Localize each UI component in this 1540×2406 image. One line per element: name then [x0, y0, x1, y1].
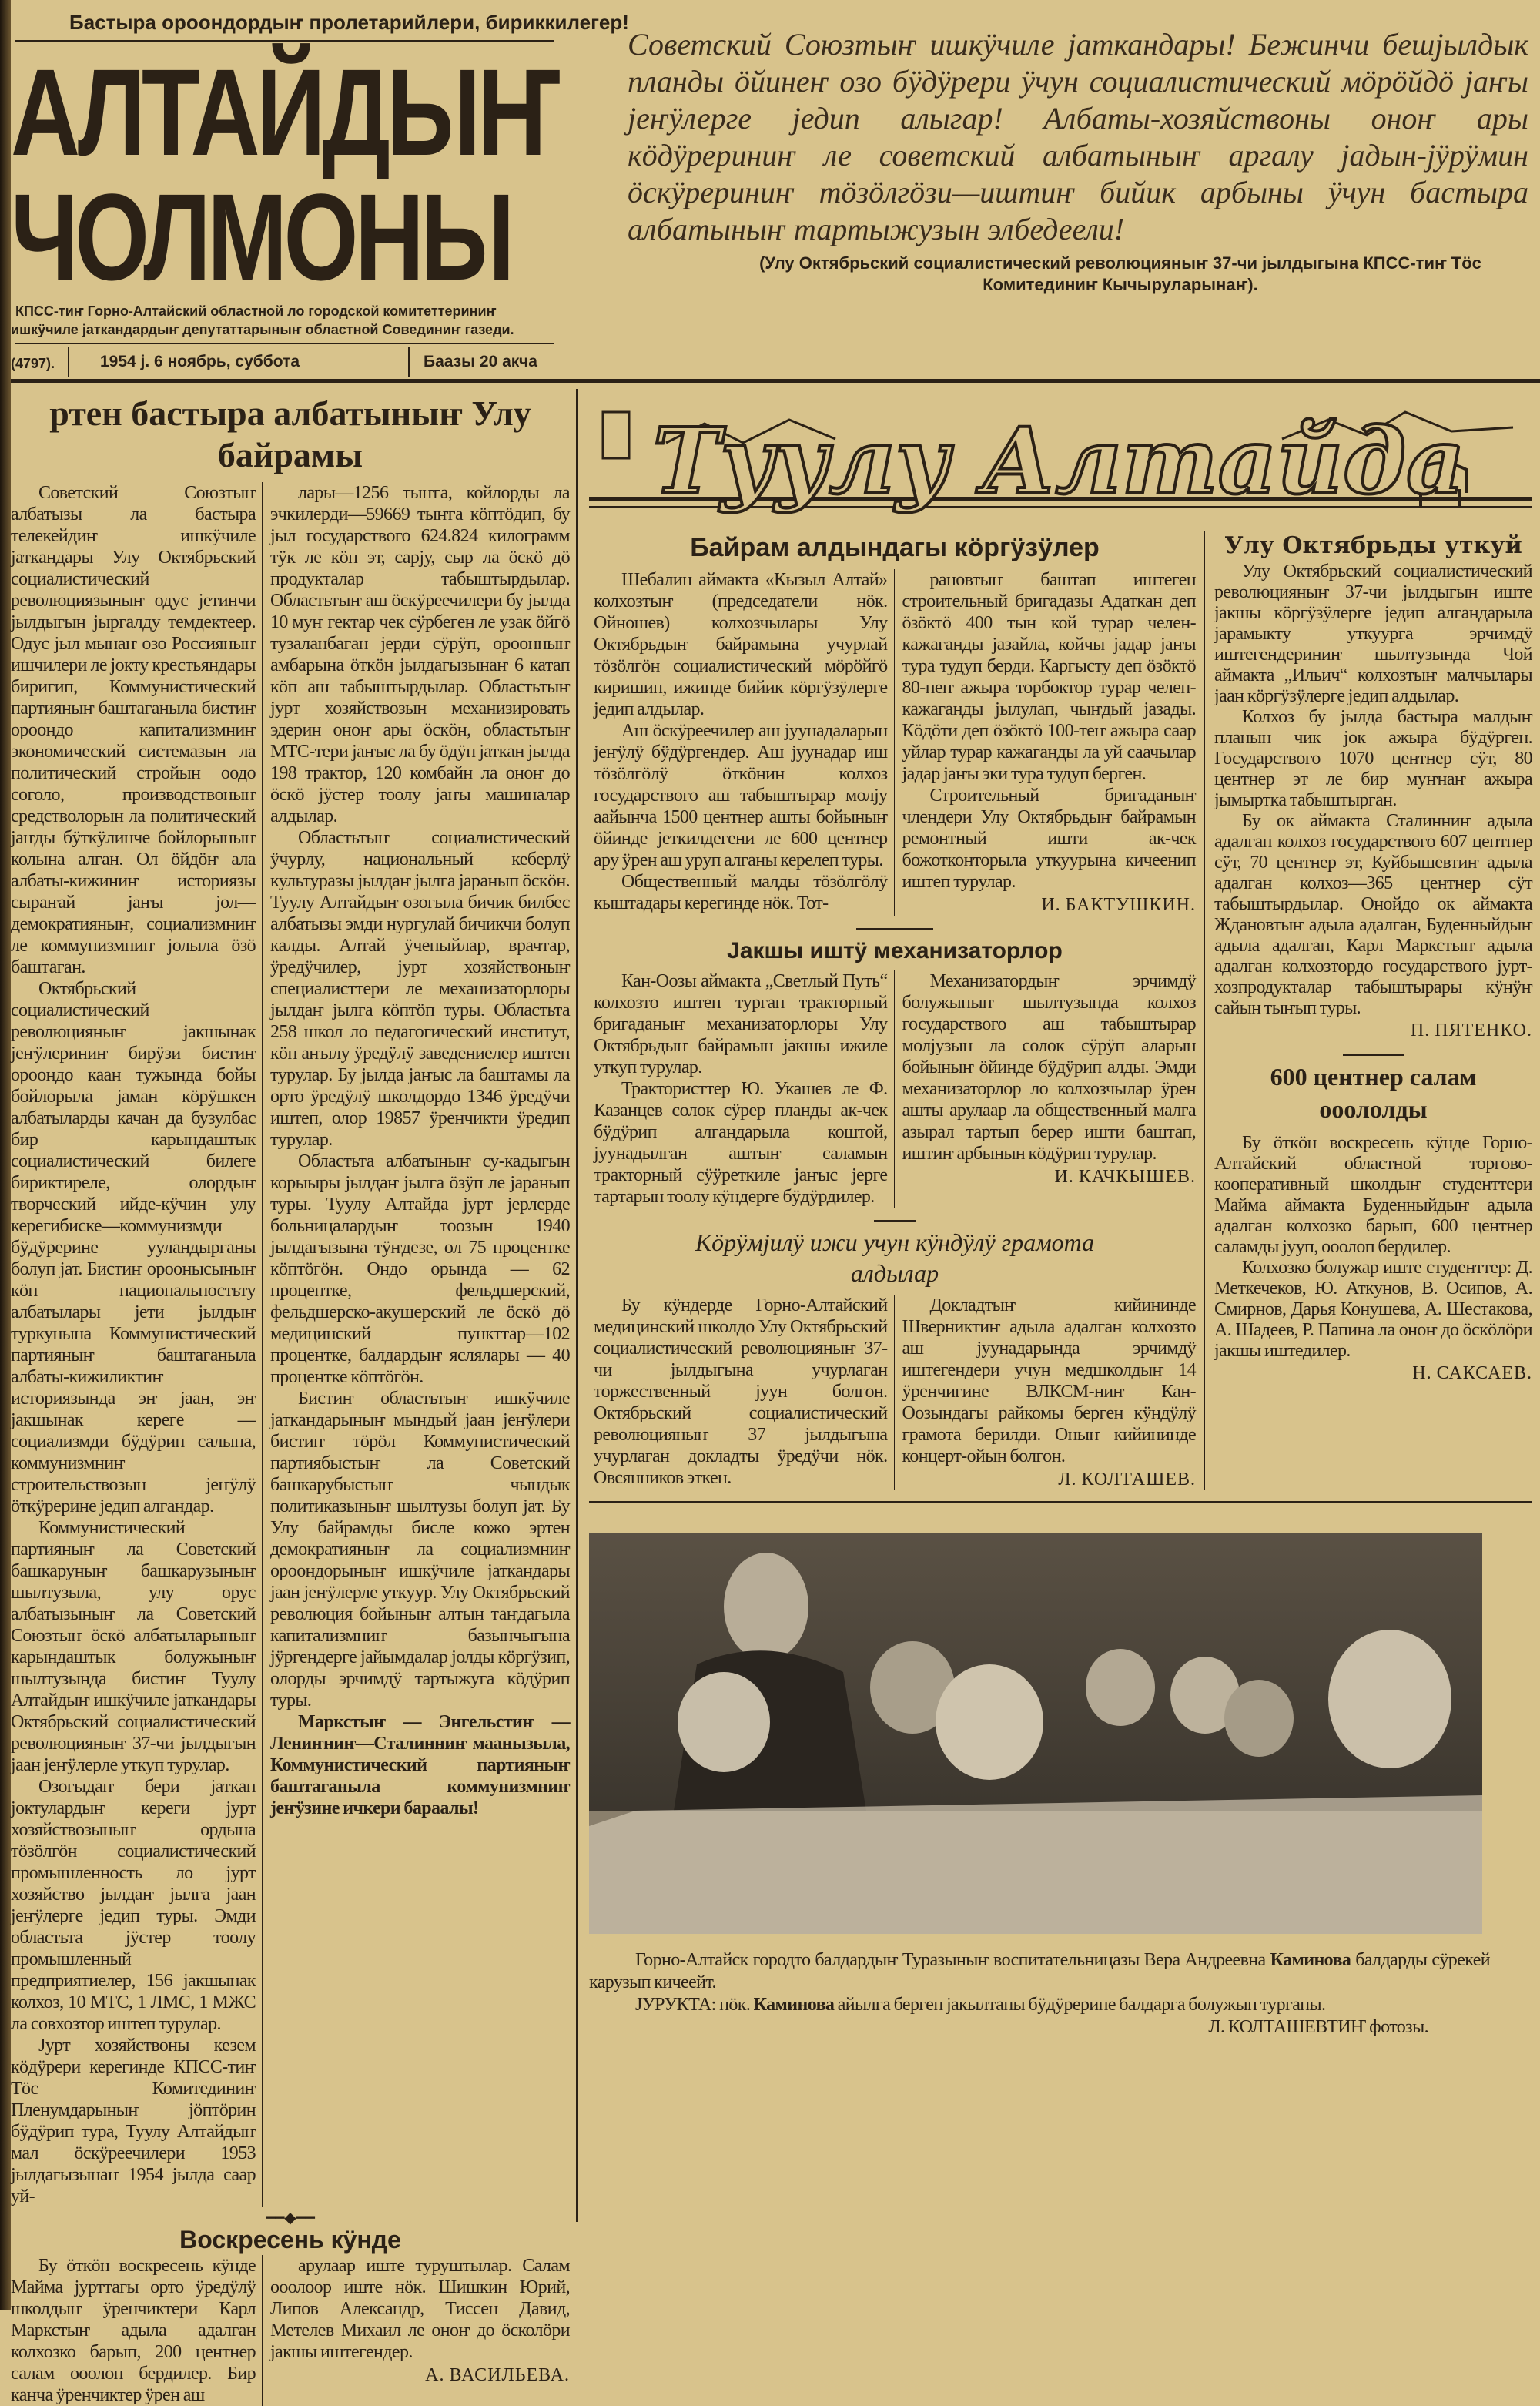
- issue-date: 1954 ј. 6 ноябрь, суббота: [100, 353, 300, 370]
- paragraph: Октябрьский социалистический революцияныҥ јакшынак јеҥӱлериниҥ бирӱзи бистиҥ ороондо каан тужында бойы бойлорыла јаман кӧрӱшкен албатыларды качан да бузулбас бир карындаштык социалистический билеге бириктиреле, олордыҥ творческий ийде-кӱчин улу керегибиске—коммунизмди бӱдӱрерине ууландырганы болуп јат. Бистиҥ ороонысыныҥ кӧп национальностьту албатылары јети јылдыҥ туркунына Коммунистический партияныҥ баштаганыла албаты-кижиликтиҥ историязында эҥ јаан, эҥ јакшынак кереге — социализмди бӱдӱрип салына, коммунизмниҥ строительствозын јеҥӱлӱ ӧткӱрерине једип алгандар.: [11, 979, 256, 1516]
- sunday-article-col2: [262, 2255, 570, 2406]
- paragraph: Озогыдаҥ бери јаткан јоктулардыҥ кереги јурт хозяйствозыныҥ ордына тӧзӧлгӧн социалистический промышленность ло јурт хозяйство јылдаҥ јылга јаан јеҥӱлерге једип туры. Эмди областьта јӱстер тоолу промышленный предприятиелер, 156 јакшынак колхоз, 10 МТС, 1 ЛМС, 1 МЖС ла совхозтор иштеп турулар.: [11, 1777, 256, 2034]
- caption-name: Каминова: [753, 1995, 835, 2015]
- caption-text: нӧк.: [719, 1995, 751, 2015]
- left-section: [11, 393, 570, 2406]
- straw-article-title: 600 центнер салам ооололды: [1270, 1063, 1477, 1123]
- slogan-source: (Улу Октябрьский социалистический революцияныҥ 37-чи јылдыгына КПСС-тиҥ Тӧс Комитединиҥ Кычыруларынаҥ).: [759, 253, 1481, 294]
- diploma-article-body: [594, 1295, 1196, 1490]
- paragraph: Механизатордыҥ эрчимдӱ болужыныҥ шылтузында колхоз государствого аш табыштырар молјузын ла солок сӱрӱп аларын бойыныҥ ӧйинде бӱдӱрип алды. Эмди механизаторлор ло колхозчылар ӱрен ашты арулаар ла общественный малга азырал тартып берер ишти баштап, иштиҥ арбынын кӧдӱрип турулар.: [902, 971, 1196, 1164]
- bairam-article-col1: [594, 569, 888, 916]
- mechanizers-article-col1: [594, 970, 888, 1208]
- paragraph: Аш ӧскӱреечилер аш јуунадаларын јеҥӱлӱ бӱдӱргендер. Аш јуунадар иш тӧзӧлгӧлӱ ӧткӧнин колхоз государствого аш табыштырар молју аайынча 1500 центнер ашты бойыныҥ ӧйинде јеткилдегени ле 600 центнер ару ӱрен аш уруп алганы керелеп туры.: [594, 721, 888, 870]
- caption-label: ЈУРУКТА:: [635, 1995, 716, 2015]
- paragraph: Бу ок аймакта Сталинниҥ адыла адалган колхоз государствого 607 центнер сӱт, 70 центнер эт, Куйбышевтиҥ адыла адалган колхоз—365 центнер сӱт табыштырдылар. Онойдо ок аймакта Ждановтыҥ адыла адалган, Буденныйдыҥ адыла адалган, Карл Маркстыҥ адыла адалган колхозтордо государствого јурт-хозпродукталар табыштырары кӱнӱҥ сайын тыҥып туры.: [1214, 811, 1532, 1018]
- divider: [68, 347, 69, 377]
- caption-line: [589, 1994, 1490, 2016]
- paragraph: Коммунистический партияныҥ ла Советский башкаруныҥ башкарузыныҥ шылтузыла, улу орус албатызыныҥ ла Советский Союзтыҥ ӧскӧ албатыларыныҥ карындаштык болужыныҥ шылтузында бистиҥ Туулу Алтайдыҥ ишкӱчиле јаткандары Октябрьский социалистический революцияныҥ 37-чи јылдыгын јаан јеҥӱлерле уткуп турулар.: [11, 1518, 256, 1775]
- diploma-article-col1: [594, 1295, 888, 1490]
- closing-call: Маркстыҥ — Энгельстиҥ — Лениҥниҥ—Сталинниҥ маанызыла, Коммунистический партияныҥ баштаганыла коммунизмниҥ јеҥӱзине ичкери бараалы!: [270, 1712, 570, 1818]
- publisher-line1: КПСС-тиҥ Горно-Алтайский областной ло городской комитеттериниҥ: [15, 303, 497, 319]
- divider: [1343, 1054, 1404, 1056]
- photo-kindergarten: [589, 1533, 1482, 1934]
- masthead-rule: [11, 379, 1540, 383]
- paragraph: Јурт хозяйствоны кезем кӧдӱрери керегинде КПСС-тиҥ Тӧс Комитединиҥ Пленумдарыныҥ јӧптӧрин бӱдӱрип тура, Туулу Алтайдыҥ мал ӧскӱреечилери 1953 јылдагызынаҥ 1954 јылда саар уй-: [11, 2036, 256, 2207]
- issue-price: Баазы 20 акча: [424, 353, 537, 370]
- lead-article-col1: [11, 482, 256, 2207]
- bairam-article-body: [594, 569, 1196, 916]
- caption-text: Горно-Алтайск городто балдардыҥ Туразыныҥ воспитательницазы Вера Андреевна: [635, 1950, 1266, 1970]
- middle-column: [589, 531, 1205, 1490]
- caption-text: балдарды сӱрекей карузып кичеейт.: [589, 1950, 1491, 1992]
- bairam-article-col2: [894, 569, 1197, 916]
- caption-line: [589, 1949, 1490, 1994]
- author: Л. КОЛТАШЕВ.: [1058, 1469, 1196, 1490]
- issue-number: (4797).: [11, 356, 55, 371]
- author: П. ПЯТЕНКО.: [1410, 1020, 1532, 1040]
- october-article-title: Улу Октябрьды уткуй: [1224, 532, 1522, 559]
- october-article-body: [1214, 561, 1532, 1041]
- paragraph: Советский Союзтыҥ албатызы ла бастыра телекейдиҥ ишкӱчиле јаткандары Улу Октябрьский социалистический революциязыныҥ одус јетинчи јылдыгын јыргалду темдектеер. Одус јыл мынаҥ озо Россияныҥ ишчилери ле јокту крестьяндары биригип, Коммунистический партияныҥ баштаганыла бистиҥ ороондо капитализмниҥ экономический системазын ла политический стройын оодо соголо, производствоныҥ средстволорын ла политический јаҥды бӱткӱлинче бойлорыныҥ колына алган. Ол ӧйдӧҥ ала албаты-кижиниҥ историязы сыраҥай јаҥы јол—демократияныҥ, социализмниҥ ле коммунизмниҥ јолыла ӧзӧ баштаган.: [11, 483, 256, 977]
- divider: [874, 1220, 916, 1222]
- paragraph: Бу ӧткӧн воскресень кӱнде Майма јурттагы орто ӱредӱлӱ школдыҥ ӱренчиктери Карл Маркстыҥ адыла адалган колхозко барып, 200 центнер салам ооолоп бердилер. Бир канча ӱренчиктер ӱрен аш: [11, 2256, 256, 2405]
- mechanizers-article-body: [594, 970, 1196, 1208]
- right-section: [589, 397, 1532, 2039]
- sunday-article-title: Воскресень кӱнде: [179, 2226, 401, 2254]
- paragraph: Бу кӱндерде Горно-Алтайский медицинский школдо Улу Октябрьский социалистический революцияныҥ 37-чи јылдыгына учурлаган торжественный јуун болгон. Октябрьский социалистический революцияныҥ 37 јылдыгына учурлаган докладты ӱредӱчи нӧк. Овсянников эткен.: [594, 1295, 888, 1488]
- diploma-article-col2: [894, 1295, 1197, 1490]
- divider: [15, 343, 554, 344]
- paragraph: Общественный малды тӧзӧлгӧлӱ кыштадары керегинде нӧк. Тот-: [594, 872, 888, 913]
- scan-edge: [0, 0, 11, 2310]
- author: И. КАЧКЫШЕВ.: [1054, 1167, 1196, 1187]
- author: И. БАКТУШКИН.: [1041, 895, 1196, 915]
- divider: [408, 347, 410, 377]
- divider: [15, 40, 554, 42]
- mechanizers-article-col2: [894, 970, 1197, 1208]
- paragraph: Шебалин аймакта «Кызыл Алтай» колхозтыҥ (председатели нӧк. Ойношев) колхозчылары Улу Октябрьдыҥ байрамына учурлай тӧзӧлгӧн социалистический мӧрӧйгӧ киришип, ижинде бийик кӧргӱзӱлерге једип алдылар.: [594, 570, 888, 719]
- author: Н. САКСАЕВ.: [1412, 1363, 1532, 1383]
- bairam-article-title: Байрам алдындагы кӧргӱзӱлер: [690, 533, 1100, 562]
- paragraph: Бу ӧткӧн воскресень кӱнде Горно-Алтайский областной торгово-кооперативный школдыҥ студенттери Майма аймакта Буденныйдыҥ адыла адалган колхозко барып, 600 центнер саламды јууп, ооолоп бердилер.: [1214, 1133, 1532, 1257]
- caption-name: Каминова: [1270, 1950, 1351, 1970]
- paragraph: лары—1256 тыҥга, койлорды ла эчкилерди—59669 тыҥга кӧптӧдип, бу јыл государствого 624.824 килограмм тӱк ле кӧп эт, сарју, сыр ла ӧскӧ дӧ продукталар табыштырдылар. Областьтыҥ аш ӧскӱреечилери бу јылда 10 муҥ гектар чек сӱрбеген ле узак ӧйгӧ тузаланбаган јерди сӱрӱп, ороонныҥ амбарына ӧткӧн јылдагызынаҥ 6 катап кӧп аш табыштырдылар. Областьтыҥ јурт хозяйствозын механизировать эдерин оноҥ ары ӧскӧн, областьтыҥ МТС-тери јаҥыс ла бу ӧдӱп јаткан јылда 198 трактор, 120 комбайн ла оноҥ до ӧскӧ јӱстер тоолу јаҥы машиналар алдылар.: [270, 483, 570, 826]
- newspaper-title-line2: ЧОЛМОНЫ: [11, 168, 511, 306]
- sunday-article-col1: [11, 2255, 256, 2406]
- mechanizers-article-title: Јакшы иштӱ механизаторлор: [727, 938, 1063, 963]
- column-rule: [576, 389, 578, 2222]
- lead-article-body: [11, 482, 570, 2207]
- party-slogan: Советский Союзтыҥ ишкӱчиле јаткандары! Бежинчи бешјылдык планды ӧйинеҥ озо бӱдӱрери ӱчун социалистический мӧрӧйдӧ јаҥы јеҥӱлерге једип алыгар! Албаты-хозяйствоны оноҥ ары кӧдӱрериниҥ ле советский албатыныҥ аргалу јадын-јӱрӱмин ӧскӱрериниҥ тӧзӧлгӧзи—иштиҥ бийик арбыны ӱчун бастыра албатыныҥ тартыжузын элбедеели!: [628, 27, 1528, 246]
- paragraph: Областьта албатыныҥ су-кадыгын корыыры јылдаҥ јылга ӧзӱп ле јаранып туры. Туулу Алтайда јурт јерлерде больницалардыҥ тоозын 1940 јылдагызына тӱҥдезе, ол 75 процентке кӧптӧгӧн. Ондо орында — 62 процентке, фельдшерский, фельдшерско-акушерский ле ӧскӧ дӧ медицинский пункттар—102 процентке, балдардыҥ яслялары — 40 процентке кӧптӧгӧн.: [270, 1151, 570, 1387]
- publisher-line2: ишкӱчиле јаткандардыҥ депутаттарыныҥ областной Совединиҥ газеди.: [11, 322, 514, 337]
- masthead-motto: Бастыра ороондордыҥ пролетарийлери, бириккилегер!: [69, 11, 629, 34]
- caption-text: айылга берген јакылтаны бӱдӱрерине балдарга болужып турганы.: [837, 1995, 1326, 2015]
- paragraph: Колхоз бу јылда бастыра малдыҥ планын чик јок ажыра бӱдӱрген. Государствого 1070 центнер сӱт, 80 центнер эт ле бир муҥнаҥ ажыра јымыртка табыштырган.: [1214, 707, 1532, 810]
- paragraph: арулаар иште туруштылар. Салам ооолоор иште нӧк. Шишкин Юрий, Липов Александр, Тиссен Давид, Метелев Михаил ле оноҥ до ӧсколӧри јакшы иштегендер.: [270, 2256, 570, 2362]
- paragraph: Областьтыҥ социалистический ӱчурлу, национальный кеберлӱ культуразы јылдаҥ јылга јаранып ӧскӧн. Туулу Алтайдыҥ озогыла бичик билбес албатызы эмди нургулай бичикчи болуп калды. Алтай ӱченыйлар, врачтар, ӱредӱчилер, јурт хозяйствоныҥ специалисттери ле механизаторлоры јылдаҥ јылга кӧптӧп туры. Областьта 258 школ ло педагогический институт, кӧп аҥылу ӱредӱлӱ заведениелер иштеп турулар. Бу јылда јаҥыс ла баштамы ла орто ӱредӱлӱ школдордо 1346 ӱредӱчи иштеп, олор 19857 ӱренчикти ӱредип турулар.: [270, 828, 570, 1150]
- newspaper-title-line1: АЛТАЙДЫҤ: [11, 43, 558, 181]
- paragraph: Строительный бригаданыҥ члендери Улу Октябрьдыҥ байрамын ремонтный ишти ак-чек божотконторыла уткуурына кичеенип иштеп турулар.: [902, 786, 1196, 892]
- diploma-article-title: Кӧрӱмјилӱ ижи учун кӱндӱлӱ грамота алдылар: [695, 1228, 1095, 1287]
- divider: [856, 928, 933, 930]
- paragraph: Колхозко болужар иште студенттер: Д. Меткечеков, Ю. Аткунов, В. Осипов, А. Смирнов, Дарья Конушева, А. Шестакова, А. Шадеев, Р. Папина ла оноҥ до ӧскӧлӧри јакшы иштедилер.: [1214, 1258, 1532, 1361]
- building-icon: [603, 412, 629, 458]
- ornament-divider: ━━◆━━: [266, 2210, 315, 2227]
- sunday-article-body: [11, 2255, 570, 2406]
- tuulu-altai-banner: [589, 397, 1532, 520]
- lead-article-col2: [262, 482, 570, 2207]
- slogan-block: [628, 26, 1528, 296]
- section-rule: [589, 1501, 1532, 1503]
- photo-credit: Л. КОЛТАШЕВТИҤ фотозы.: [1208, 2017, 1428, 2037]
- paragraph: Кан-Оозы аймакта „Светлый Путь“ колхозто иштеп турган тракторный бригаданыҥ механизаторлоры Улу Октябрьдыҥ байрамын јакшы ижиле уткуп турулар.: [594, 971, 888, 1077]
- paragraph: Докладтыҥ кийининде Шверниктиҥ адыла адалган колхозто аш јуунадарында эрчимдӱ иштегендери учун медшколдыҥ 14 ӱренчигине ВЛКСМ-ниҥ Кан-Оозындагы райкомы берген кӱндӱлӱ грамота берилди. Оныҥ кийининде концерт-ойын болгон.: [902, 1295, 1196, 1466]
- paragraph: рановтыҥ баштап иштеген строительный бригадазы Адаткан деп ӧзӧктӧ 400 тын кой турар челен-кажаганды јазайла, койчы јадар јаҥы тура тудуп берди. Каргысту деп ӧзӧктӧ 80-неҥ ажыра торбоктор турар челен-кажаганды јылулап, чыҥдый јазады. Кӧдӧти деп ӧзӧктӧ 100-теҥ ажыра саар уйлар турар кажаганды ла уй саачылар јадар јаҥы эки тура тудуп берген.: [902, 570, 1196, 784]
- paragraph: Улу Октябрьский социалистический революцияныҥ 37-чи јылдыгын иште јакшы кӧргӱзӱлерге једип алгандарыла јарамыкту уткуурга эрчимдӱ иштегендериниҥ шылтузында Чой аймакта „Ильич“ колхозтыҥ малчылары јаан кӧргӱзӱлерге једип алдылар.: [1214, 561, 1532, 706]
- straw-article-body: [1214, 1133, 1532, 1384]
- right-column: [1205, 531, 1532, 1490]
- lead-article-title: ртен бастыра албатыныҥ Улу байрамы: [49, 394, 531, 474]
- paragraph: Бистиҥ областьтыҥ ишкӱчиле јаткандарыныҥ мындый јаан јеҥӱлери бистиҥ тӧрӧл Коммунистический партиябыстыҥ ла Советский башкарубыстыҥ чындык политиказыныҥ шылтузы болуп јат. Бу Улу байрамды бисле кожо эртен демократияныҥ ла социализмниҥ ороондорыныҥ ишкӱчиле јаткандары јаан јеҥӱлерле уткуур. Улу Октябрьский революция бойыныҥ алтын таҥдагыла капитализмниҥ базынчыгына јӱргендерге јайымдалар јолды кӧргӱзип, олорды эрчимдӱ тартыжуга кӧдӱрип туры.: [270, 1389, 570, 1711]
- paragraph: Трактористтер Ю. Укашев ле Ф. Казанцев солок сӱрер планды ак-чек бӱдӱрип алгандарыла коштой, јуунадылган аштыҥ саламын тракторный сӱӱреткиле јаҥыс јерге тартарын тоолу кӱндерге бӱдӱрдилер.: [594, 1079, 888, 1207]
- banner-title: Туулу Алтайда: [652, 407, 1465, 514]
- author: А. ВАСИЛЬЕВА.: [425, 2365, 570, 2385]
- photo-caption: [589, 1949, 1490, 2039]
